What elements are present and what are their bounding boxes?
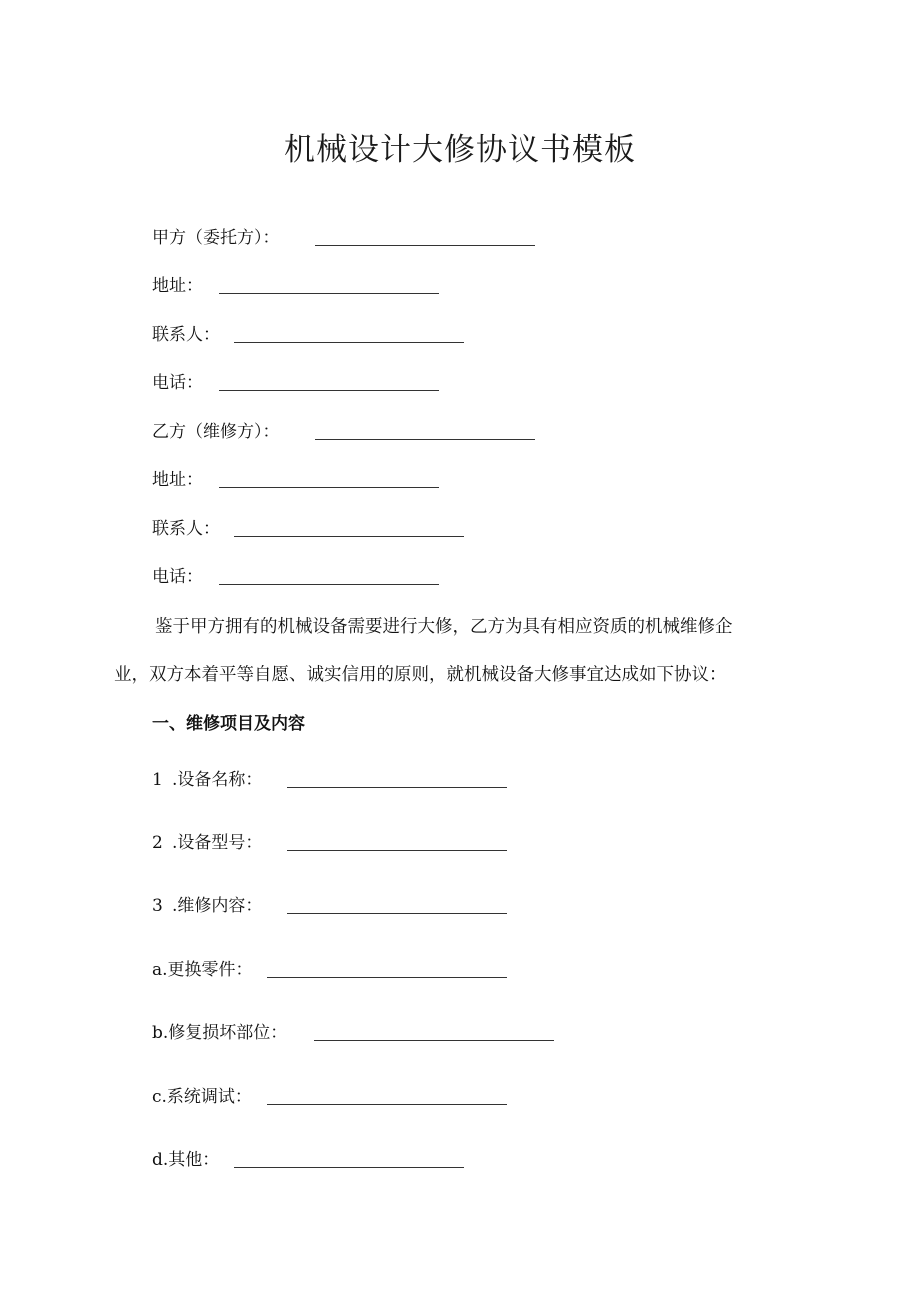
- item-row: [152, 828, 262, 858]
- party-a-phone-label: 电话：: [152, 373, 203, 393]
- subitem-row: [152, 1082, 252, 1112]
- item-row: [152, 765, 262, 795]
- subitem-blank[interactable]: [267, 977, 507, 978]
- item-row: [152, 891, 262, 921]
- party-a-contact-label: 联系人：: [152, 325, 220, 345]
- party-a-contact-row: [152, 320, 220, 350]
- party-b-phone-label: 电话：: [152, 567, 203, 587]
- item-label: .维修内容：: [172, 896, 263, 916]
- item-number: 3: [152, 896, 163, 916]
- item-number: 1: [152, 770, 163, 790]
- party-b-address-blank[interactable]: [219, 487, 439, 488]
- subitem-label: b.修复损坏部位：: [152, 1023, 288, 1043]
- party-b-row: [152, 417, 280, 447]
- party-a-phone-blank[interactable]: [219, 390, 439, 391]
- subitem-blank[interactable]: [234, 1167, 464, 1168]
- party-b-contact-label: 联系人：: [152, 519, 220, 539]
- party-b-blank[interactable]: [315, 439, 535, 440]
- item-blank[interactable]: [287, 850, 507, 851]
- subitem-label: c.系统调试：: [152, 1087, 252, 1107]
- preamble-line-1: 鉴于甲方拥有的机械设备需要进行大修，乙方为具有相应资质的机械维修企: [155, 617, 733, 637]
- subitem-row: [152, 1145, 219, 1175]
- party-b-phone-row: [152, 562, 203, 592]
- party-b-address-row: [152, 465, 203, 495]
- section-heading: 一、维修项目及内容: [152, 714, 305, 734]
- party-b-label: 乙方（维修方）：: [152, 422, 280, 442]
- subitem-blank[interactable]: [267, 1104, 507, 1105]
- party-a-blank[interactable]: [315, 245, 535, 246]
- party-b-address-label: 地址：: [152, 470, 203, 490]
- preamble-line-2: 业，双方本着平等自愿、诚实信用的原则，就机械设备大修事宜达成如下协议：: [114, 665, 727, 685]
- item-label: .设备型号：: [172, 833, 263, 853]
- party-a-phone-row: [152, 368, 203, 398]
- item-blank[interactable]: [287, 787, 507, 788]
- subitem-row: [152, 1018, 287, 1048]
- party-b-contact-row: [152, 514, 220, 544]
- page-title: 机械设计大修协议书模板: [284, 132, 636, 168]
- item-number: 2: [152, 833, 163, 853]
- subitem-blank[interactable]: [314, 1040, 554, 1041]
- party-a-address-label: 地址：: [152, 276, 203, 296]
- subitem-label: d.其他：: [152, 1150, 220, 1170]
- item-label: .设备名称：: [172, 770, 263, 790]
- party-a-row: [152, 223, 280, 253]
- party-a-address-blank[interactable]: [219, 293, 439, 294]
- party-a-contact-blank[interactable]: [234, 342, 464, 343]
- item-blank[interactable]: [287, 913, 507, 914]
- party-a-label: 甲方（委托方）：: [152, 228, 280, 248]
- subitem-label: a.更换零件：: [152, 960, 253, 980]
- party-b-phone-blank[interactable]: [219, 584, 439, 585]
- party-b-contact-blank[interactable]: [234, 536, 464, 537]
- subitem-row: [152, 955, 253, 985]
- party-a-address-row: [152, 271, 203, 301]
